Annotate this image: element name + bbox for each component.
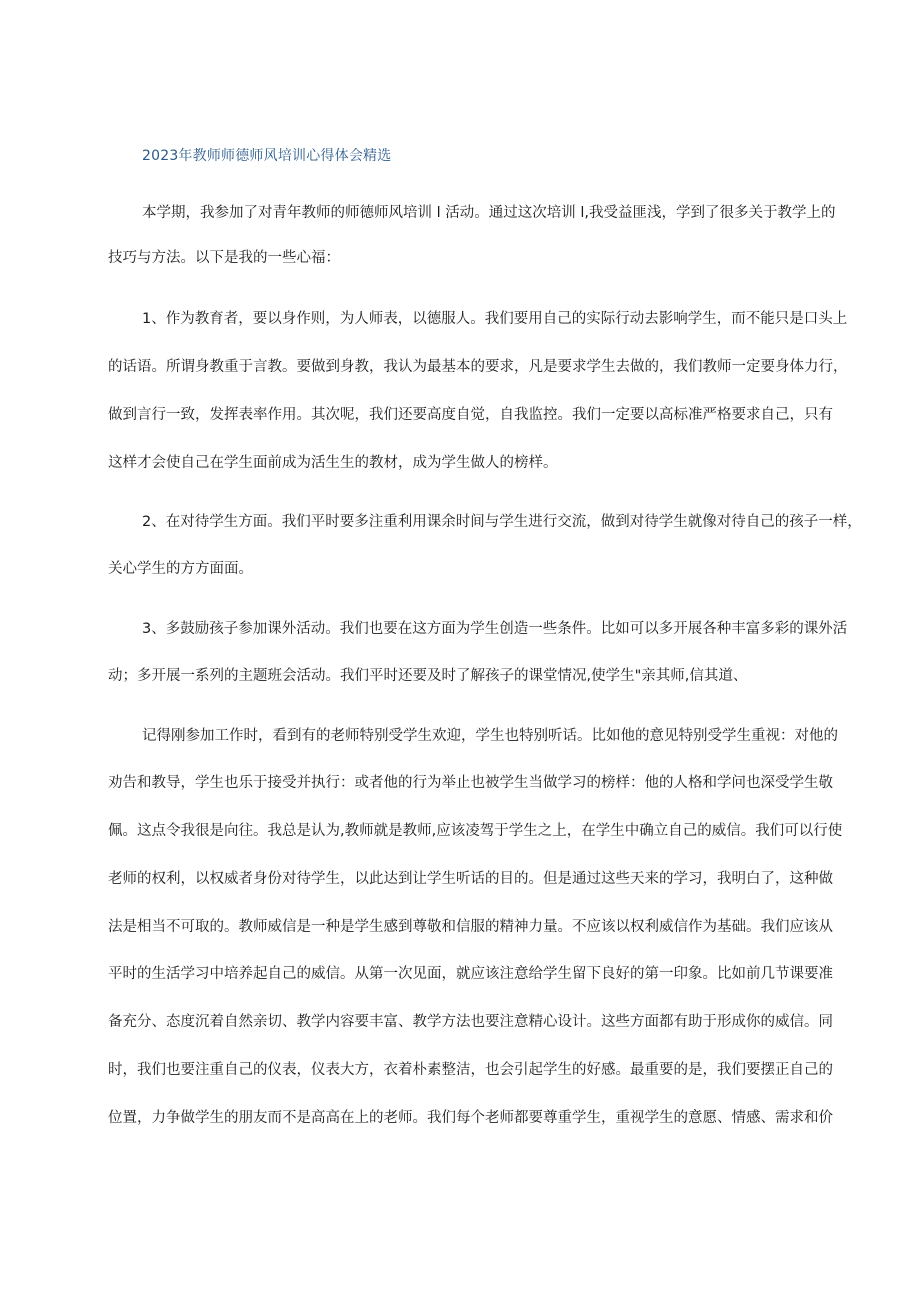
paragraph-2-line-3: 做到言行一致，发挥表率作用。其次呢，我们还要高度自觉，自我监控。我们一定要以高标准严格要求自己，只有 xyxy=(108,407,833,423)
paragraph-5-line-8: 时，我们也要注重自己的仪表，仪表大方，衣着朴素整洁，也会引起学生的好感。最重要的是，我们要摆正自己的 xyxy=(108,1062,833,1078)
paragraph-2-line-1: 1、作为教育者，要以身作则，为人师表，以德服人。我们要用自己的实际行动去影响学生，而不能只是口头上 xyxy=(142,311,848,327)
paragraph-1-line-1: 本学期，我参加了对青年教师的师德师风培训 l 活动。通过这次培训 l,我受益匪浅，学到了很多关于教学上的 xyxy=(142,205,836,221)
paragraph-5-line-6: 平时的生活学习中培养起自己的威信。从第一次见面，就应该注意给学生留下良好的第一印象。比如前几节课要准 xyxy=(108,966,833,982)
paragraph-5-line-9: 位置，力争做学生的朋友而不是高高在上的老师。我们每个老师都要尊重学生，重视学生的意愿、情感、需求和价 xyxy=(108,1110,833,1126)
paragraph-5-line-5: 法是相当不可取的。教师威信是一种是学生感到尊敬和信服的精神力量。不应该以权利威信作为基础。我们应该从 xyxy=(108,919,833,935)
paragraph-2-line-2: 的话语。所谓身教重于言教。要做到身教，我认为最基本的要求，凡是要求学生去做的，我们教师一定要身体力行， xyxy=(108,359,848,375)
paragraph-4-line-1: 3、多鼓励孩子参加课外活动。我们也要在这方面为学生创造一些条件。比如可以多开展各种丰富多彩的课外活 xyxy=(142,621,848,637)
paragraph-3-line-1: 2、在对待学生方面。我们平时要多注重利用课余时间与学生进行交流，做到对待学生就像对待自己的孩子一样， xyxy=(142,514,862,530)
paragraph-5-line-1: 记得刚参加工作时，看到有的老师特别受学生欢迎，学生也特别听话。比如他的意见特别受学生重视：对他的 xyxy=(142,728,838,744)
document-title: 2023年教师师德师风培训心得体会精选 xyxy=(142,148,392,164)
paragraph-5-line-7: 备充分、态度沉着自然亲切、教学内容要丰富、教学方法也要注意精心设计。这些方面都有助于形成你的威信。同 xyxy=(108,1014,833,1030)
paragraph-5-line-4: 老师的权利，以权威者身份对待学生，以此达到让学生听话的目的。但是通过这些天来的学习，我明白了，这种做 xyxy=(108,871,833,887)
paragraph-4-line-2: 动；多开展一系列的主题班会活动。我们平时还要及时了解孩子的课堂情况,使学生"亲其师,信其道、 xyxy=(108,668,748,684)
paragraph-3-line-2: 关心学生的方方面面。 xyxy=(108,561,253,577)
paragraph-5-line-2: 劝告和教导，学生也乐于接受并执行：或者他的行为举止也被学生当做学习的榜样：他的人格和学问也深受学生敬 xyxy=(108,775,833,791)
paragraph-1-line-2: 技巧与方法。以下是我的一些心福： xyxy=(108,250,340,266)
paragraph-5-line-3: 佩。这点令我很是向往。我总是认为,教师就是教师,应该凌驾于学生之上，在学生中确立自己的威信。我们可以行使 xyxy=(108,823,843,839)
paragraph-2-line-4: 这样才会使自己在学生面前成为活生生的教材，成为学生做人的榜样。 xyxy=(108,455,558,471)
